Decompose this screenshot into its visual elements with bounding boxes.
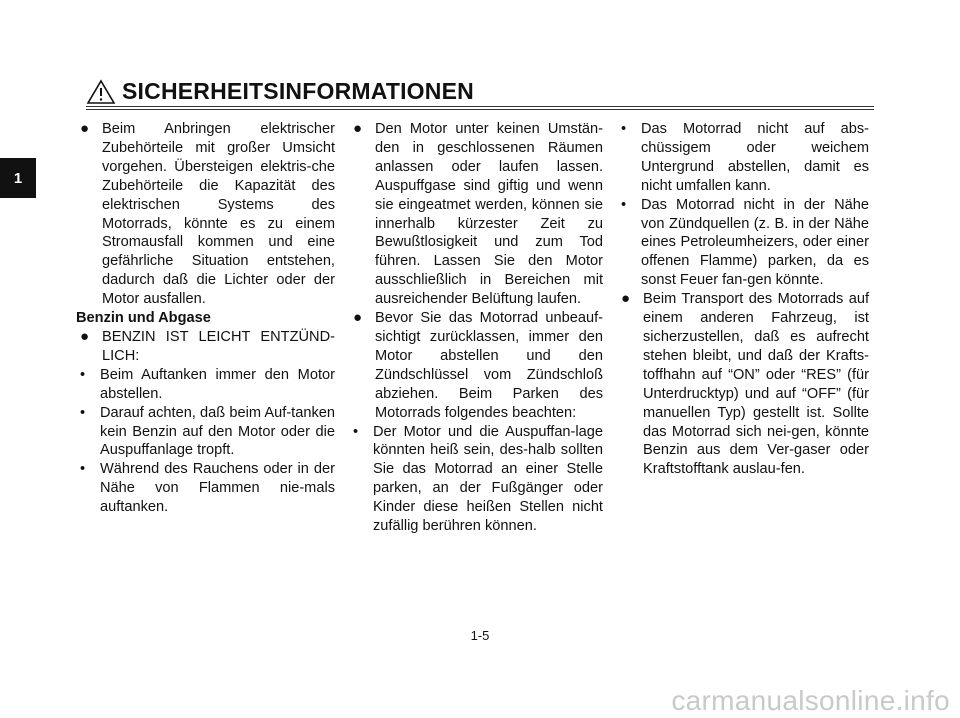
column-2 bbox=[349, 120, 603, 536]
sub-bullet-text: Der Motor und die Auspuffan-lage könnten heiß sein, des-halb sollten Sie das Motorrad an einer Stelle parken, an der Fußgänger oder Kinder diese heißen Stellen nicht zufällig berühren können. bbox=[373, 423, 603, 535]
dot-marker: • bbox=[621, 121, 627, 137]
dot-marker: • bbox=[80, 366, 86, 383]
bullet-marker: ● bbox=[621, 290, 631, 308]
bullet-marker: ● bbox=[80, 327, 90, 345]
page-number: 1-5 bbox=[470, 628, 490, 643]
paragraph-text: Den Motor unter keinen Umstän-den in geschlossenen Räumen anlassen oder laufen lassen. Auspuffgase sind giftig und wenn sie eingeatmet werden, können sie innerhalb kürzester Zeit zu Bewußtlosigkeit und zum Tod führen. Lassen Sie den Motor ausschließlich in Bereichen mit ausreichender Belüftung laufen. bbox=[375, 121, 603, 308]
header-rule-top bbox=[86, 106, 874, 107]
sub-bullet bbox=[76, 366, 335, 404]
paragraph-text: Beim Anbringen elektrischer Zubehörteile mit großer Umsicht vorgehen. Übersteigen elektris-che Zubehörteile die Kapazität des elektrischen Systems des Motorrads, könnte es zu einem Stromausfall kommen und eine gefährliche Situation entstehen, dadurch daß die Lichter oder der Motor ausfallen. bbox=[102, 121, 335, 308]
subheading: Benzin und Abgase bbox=[76, 310, 211, 327]
bullet-marker: ● bbox=[353, 309, 363, 327]
chapter-tab: 1 bbox=[0, 158, 36, 198]
sub-bullet-text: Darauf achten, daß beim Auf-tanken kein Benzin auf den Motor oder die Auspuffanlage tropft. bbox=[100, 404, 335, 459]
dot-marker: • bbox=[80, 404, 86, 421]
sub-bullet-text: Beim Auftanken immer den Motor abstellen. bbox=[100, 366, 335, 402]
column-3 bbox=[617, 120, 869, 479]
sub-bullet-text: Während des Rauchens oder in der Nähe von Flammen nie-mals auftanken. bbox=[100, 461, 335, 516]
dot-marker: • bbox=[353, 423, 359, 440]
warning-triangle-icon bbox=[86, 79, 116, 105]
bullet-marker: ● bbox=[80, 120, 90, 137]
page-title: SICHERHEITSINFORMATIONEN bbox=[122, 78, 474, 104]
dot-marker: • bbox=[80, 461, 86, 478]
bullet-paragraph bbox=[349, 309, 603, 422]
paragraph-text: Bevor Sie das Motorrad unbeauf-sichtigt zurücklassen, immer den Motor abstellen und den Zündschlüssel vom Zündschloß abziehen. Beim Parken des Motorrads folgendes beachten: bbox=[375, 310, 603, 421]
watermark-text: carmanualsonline.info bbox=[671, 685, 950, 716]
sub-bullet bbox=[617, 120, 869, 196]
sub-bullet bbox=[617, 196, 869, 291]
bullet-marker: ● bbox=[353, 120, 363, 137]
bullet-paragraph bbox=[76, 120, 335, 309]
bullet-paragraph bbox=[76, 328, 335, 366]
column-1 bbox=[76, 120, 335, 517]
paragraph-text: Beim Transport des Motorrads auf einem anderen Fahrzeug, ist sicherzustellen, daß es aufrecht stehen bleibt, und daß der Krafts-toffhahn auf “ON” oder “RES” (für Unterdrucktyp) und auf “OFF” (für manuellen Typ) gestellt ist. Sollte das Motorrad sich nei-gen, könnte Benzin aus dem Ver-gaser oder Kraftstofftank auslau-fen. bbox=[643, 291, 869, 478]
sub-bullet-text: Das Motorrad nicht in der Nähe von Zündquellen (z. B. in der Nähe eines Petroleumheizers, oder einer offenen Flamme) parken, da es sonst Feuer fan-gen könnte. bbox=[641, 196, 869, 289]
header-rule-bottom bbox=[86, 109, 874, 110]
bullet-paragraph bbox=[349, 120, 603, 309]
bullet-paragraph bbox=[617, 290, 869, 479]
sub-bullet-text: Das Motorrad nicht auf abs-chüssigem oder weichem Untergrund abstellen, damit es nicht umfallen kann. bbox=[641, 121, 869, 194]
sub-bullet bbox=[76, 460, 335, 517]
sub-bullet bbox=[76, 404, 335, 461]
dot-marker: • bbox=[621, 196, 627, 213]
section-header bbox=[86, 78, 474, 105]
sub-bullet bbox=[349, 423, 603, 536]
paragraph-text: BENZIN IST LEICHT ENTZÜND-LICH: bbox=[102, 328, 335, 364]
